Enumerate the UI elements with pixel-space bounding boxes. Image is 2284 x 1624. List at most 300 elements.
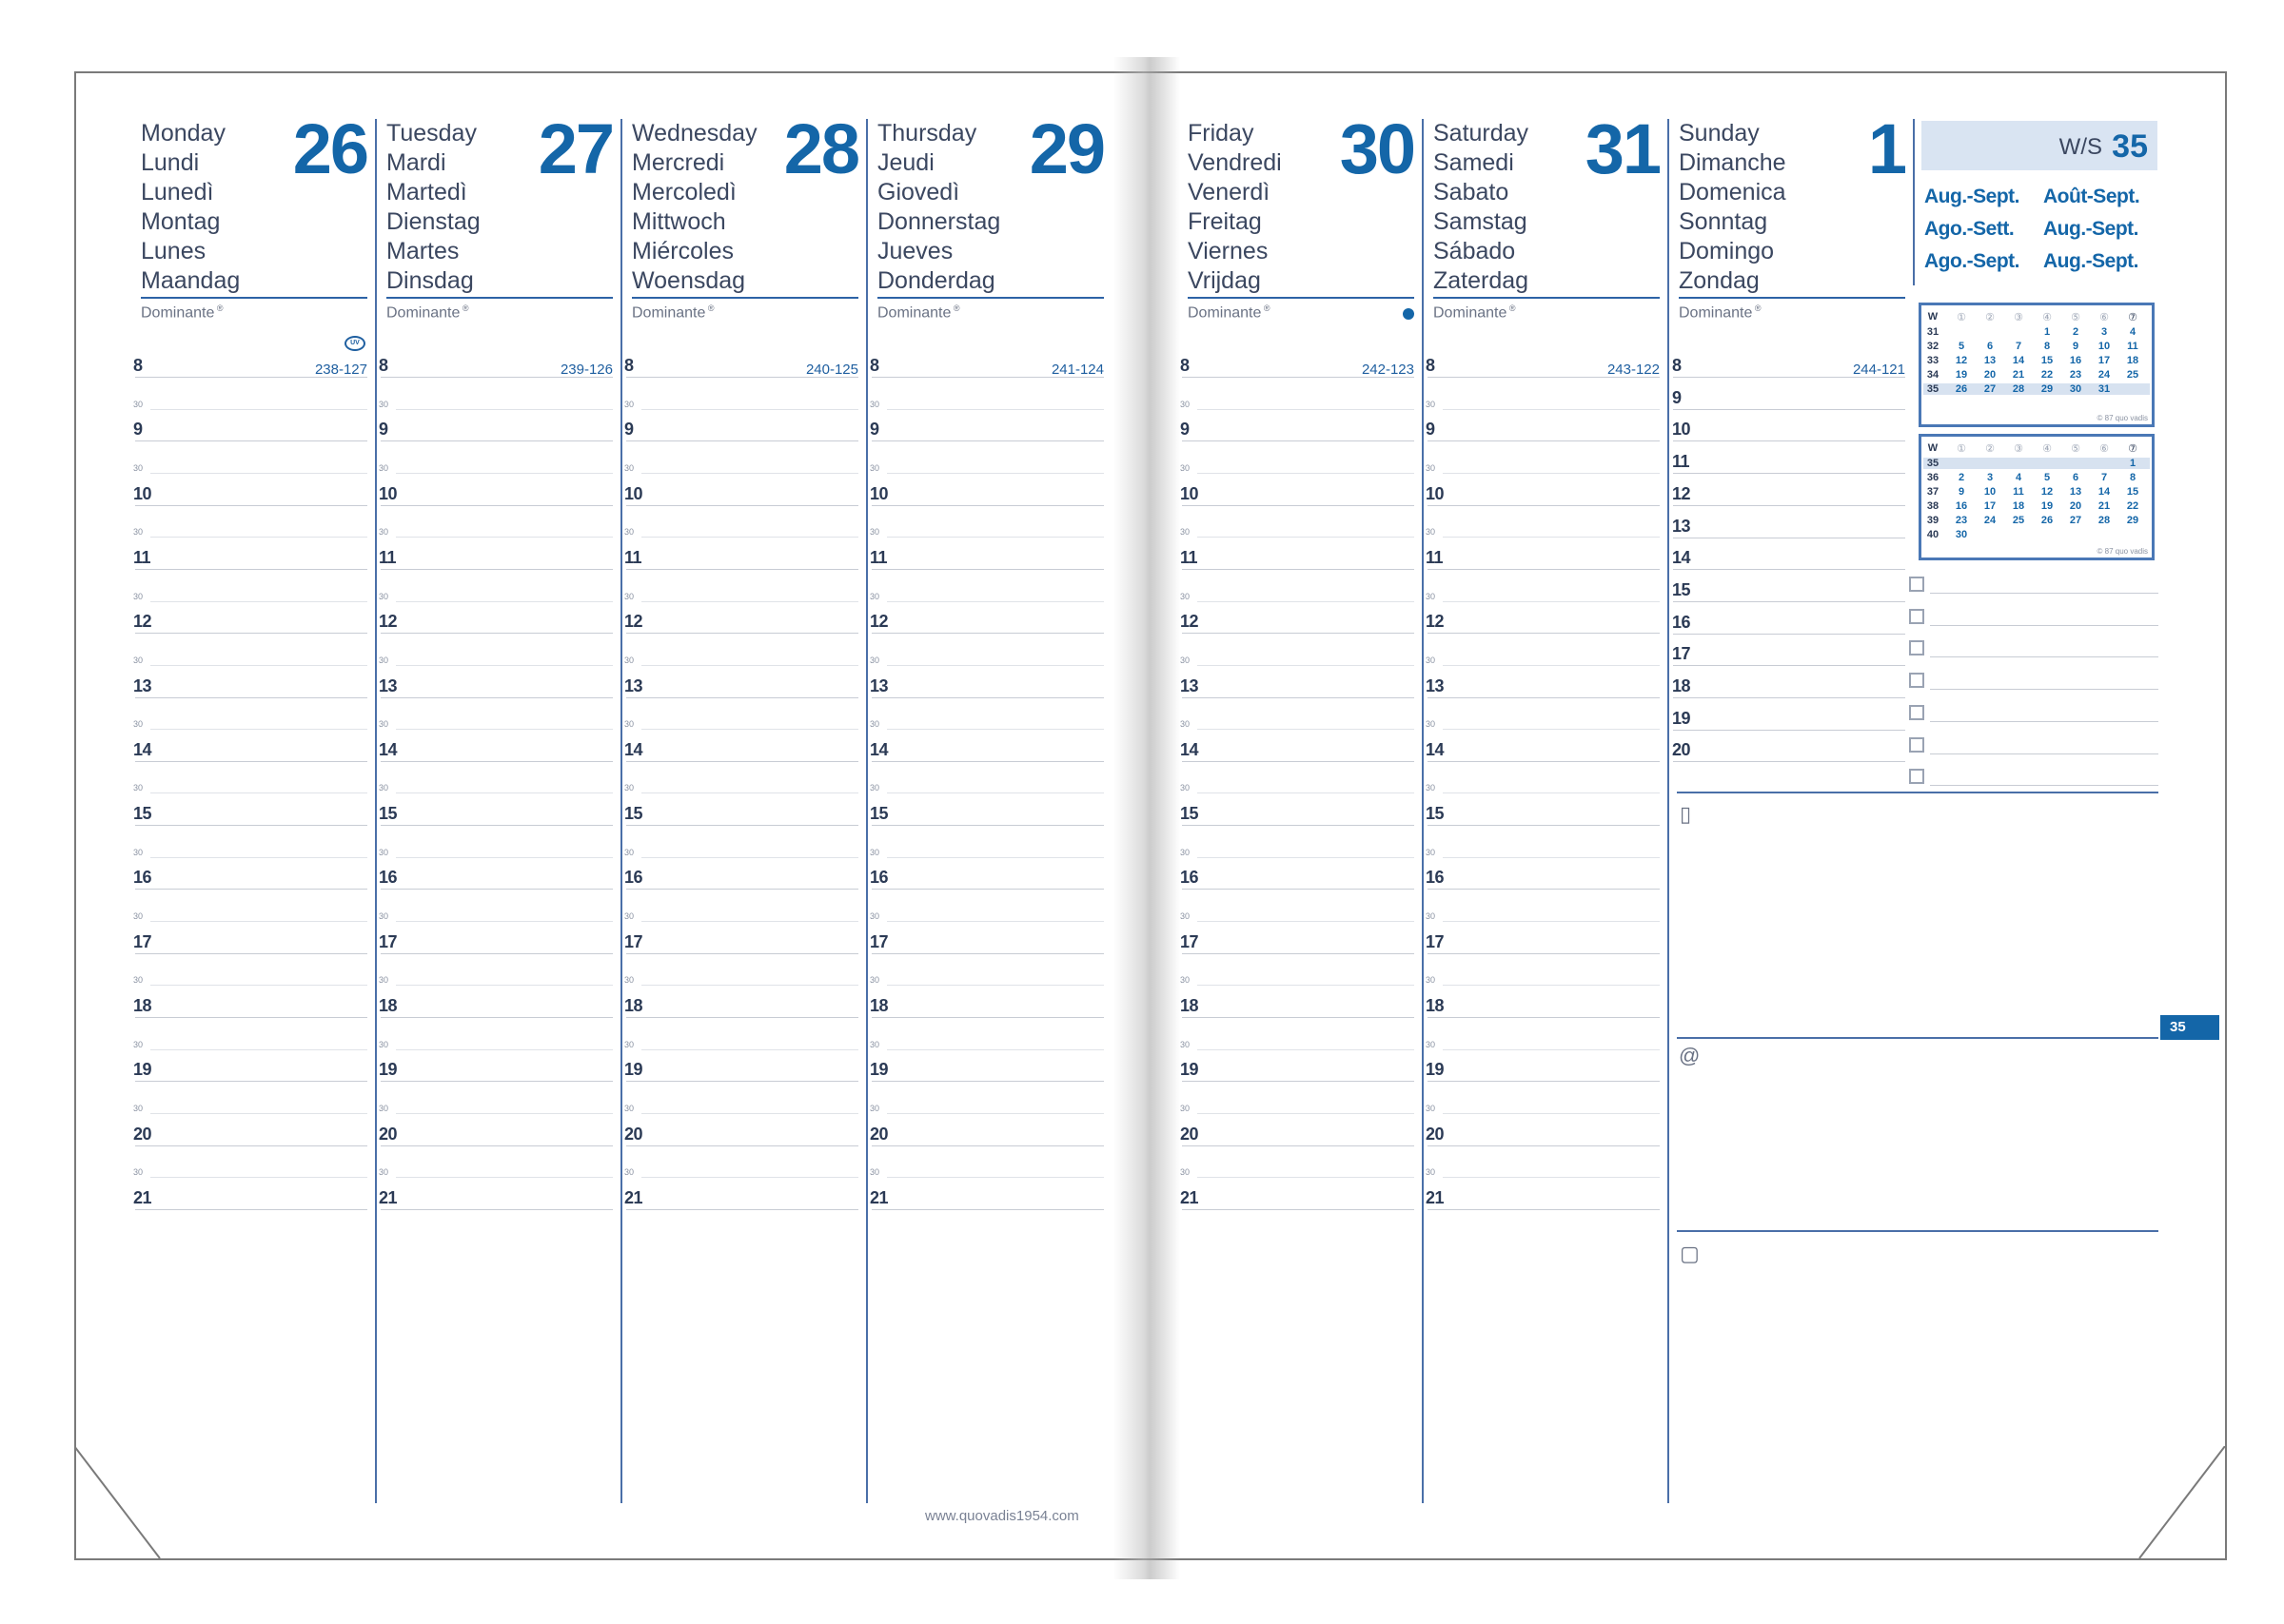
checkbox-icon[interactable] bbox=[1909, 705, 1924, 720]
hour-slot[interactable] bbox=[379, 804, 613, 826]
half-hour-label: 30 bbox=[1426, 719, 1436, 730]
hour-line bbox=[135, 377, 367, 378]
hour-slot[interactable] bbox=[1426, 931, 1660, 954]
hour-label: 17 bbox=[1180, 931, 1199, 951]
calendar-day: 28 bbox=[2097, 515, 2111, 526]
half-hour-slot[interactable] bbox=[870, 589, 1104, 602]
half-hour-slot[interactable] bbox=[624, 972, 858, 986]
half-hour-slot[interactable] bbox=[624, 524, 858, 538]
half-hour-line bbox=[1197, 729, 1414, 730]
half-hour-slot[interactable] bbox=[133, 1101, 367, 1114]
hour-slot[interactable] bbox=[624, 1187, 858, 1210]
half-hour-slot[interactable] bbox=[1426, 589, 1660, 602]
checkbox-icon[interactable] bbox=[1909, 737, 1924, 753]
hour-slot[interactable] bbox=[870, 422, 1104, 441]
hour-line bbox=[626, 889, 858, 890]
hour-slot[interactable] bbox=[1426, 356, 1660, 378]
hour-label: 16 bbox=[133, 868, 152, 888]
hour-slot[interactable] bbox=[379, 739, 613, 762]
hour-label: 19 bbox=[1180, 1060, 1199, 1080]
half-hour-slot[interactable] bbox=[870, 1101, 1104, 1114]
hour-slot[interactable] bbox=[1180, 1187, 1414, 1210]
hour-slot[interactable] bbox=[379, 1060, 613, 1082]
half-hour-line bbox=[641, 985, 858, 986]
calendar-day: 8 bbox=[2043, 341, 2051, 352]
half-hour-slot[interactable] bbox=[1180, 1164, 1414, 1178]
day-names bbox=[386, 119, 481, 296]
header-rule bbox=[1433, 297, 1660, 299]
hour-label: 17 bbox=[624, 931, 643, 951]
half-hour-slot[interactable] bbox=[379, 1101, 613, 1114]
half-hour-slot[interactable] bbox=[870, 524, 1104, 538]
calendar-day: 5 bbox=[1958, 341, 1965, 352]
half-hour-slot[interactable] bbox=[1426, 460, 1660, 474]
half-hour-slot[interactable] bbox=[1426, 972, 1660, 986]
hour-slot[interactable] bbox=[133, 996, 367, 1018]
hour-slot[interactable] bbox=[1180, 739, 1414, 762]
calendar-week-number: 38 bbox=[1926, 500, 1939, 512]
hour-slot[interactable] bbox=[1180, 996, 1414, 1018]
hour-slot[interactable] bbox=[870, 931, 1104, 954]
hour-slot[interactable] bbox=[624, 547, 858, 570]
half-hour-line bbox=[150, 537, 367, 538]
half-hour-line bbox=[641, 537, 858, 538]
hour-slot[interactable] bbox=[1180, 547, 1414, 570]
week-number: 35 bbox=[2112, 128, 2148, 165]
checkbox-icon[interactable] bbox=[1909, 577, 1924, 592]
half-hour-slot[interactable] bbox=[1426, 909, 1660, 922]
half-hour-slot[interactable] bbox=[379, 397, 613, 410]
hour-slot[interactable] bbox=[1671, 387, 1905, 410]
hour-slot[interactable] bbox=[379, 868, 613, 890]
half-hour-label: 30 bbox=[870, 655, 880, 665]
half-hour-label: 30 bbox=[379, 783, 389, 793]
half-hour-label: 30 bbox=[133, 1167, 144, 1178]
hour-slot[interactable] bbox=[624, 1124, 858, 1146]
dominante-text: Dominante bbox=[1679, 304, 1753, 322]
hour-slot[interactable] bbox=[1426, 483, 1660, 506]
hour-slot[interactable] bbox=[1180, 804, 1414, 826]
hour-slot[interactable] bbox=[1180, 612, 1414, 634]
hour-label: 11 bbox=[624, 547, 642, 567]
half-hour-slot[interactable] bbox=[379, 972, 613, 986]
half-hour-line bbox=[150, 792, 367, 793]
half-hour-line bbox=[887, 665, 1104, 666]
hour-label: 16 bbox=[870, 868, 889, 888]
half-hour-slot[interactable] bbox=[1180, 653, 1414, 666]
hour-line bbox=[135, 1145, 367, 1146]
calendar-day: 15 bbox=[2040, 355, 2054, 366]
hour-slot[interactable] bbox=[1180, 483, 1414, 506]
hour-slot[interactable] bbox=[379, 547, 613, 570]
half-hour-label: 30 bbox=[1426, 462, 1436, 473]
hour-slot[interactable] bbox=[379, 422, 613, 441]
day-number: 26 bbox=[292, 109, 367, 188]
day-of-year: 243-122 bbox=[1606, 362, 1660, 378]
hour-slot[interactable] bbox=[870, 996, 1104, 1018]
hour-slot[interactable] bbox=[1426, 1060, 1660, 1082]
half-hour-slot[interactable] bbox=[870, 397, 1104, 410]
calendar-weekday-header: ③ bbox=[2014, 443, 2023, 455]
half-hour-label: 30 bbox=[133, 847, 144, 857]
calendar-day: 15 bbox=[2126, 486, 2139, 498]
registered-mark: ® bbox=[1752, 303, 1762, 313]
moon-phase-icon bbox=[1403, 308, 1414, 320]
dominante-text: Dominante bbox=[1188, 304, 1262, 322]
hour-line bbox=[626, 1145, 858, 1146]
half-hour-slot[interactable] bbox=[133, 397, 367, 410]
half-hour-slot[interactable] bbox=[133, 972, 367, 986]
hour-slot[interactable] bbox=[624, 996, 858, 1018]
half-hour-slot[interactable] bbox=[133, 845, 367, 858]
hour-slot[interactable] bbox=[1671, 740, 1905, 762]
hour-slot[interactable] bbox=[1426, 739, 1660, 762]
half-hour-slot[interactable] bbox=[379, 845, 613, 858]
hour-slot[interactable] bbox=[870, 356, 1104, 378]
hour-slot[interactable] bbox=[1671, 483, 1905, 506]
hour-slot[interactable] bbox=[1671, 708, 1905, 731]
hour-slot[interactable] bbox=[133, 868, 367, 890]
hour-slot[interactable] bbox=[1671, 452, 1905, 474]
hour-slot[interactable] bbox=[1426, 675, 1660, 698]
hour-line bbox=[135, 440, 367, 441]
hour-line bbox=[626, 953, 858, 954]
half-hour-slot[interactable] bbox=[870, 1037, 1104, 1050]
hour-slot[interactable] bbox=[1426, 422, 1660, 441]
hour-line bbox=[1428, 505, 1660, 506]
mini-calendar-august bbox=[1919, 303, 2155, 427]
checkbox-icon[interactable] bbox=[1909, 769, 1924, 784]
half-hour-slot[interactable] bbox=[1180, 460, 1414, 474]
task-item[interactable] bbox=[1909, 735, 2158, 754]
half-hour-slot[interactable] bbox=[1180, 1037, 1414, 1050]
half-hour-slot[interactable] bbox=[1180, 524, 1414, 538]
calendar-day: 10 bbox=[1983, 486, 1997, 498]
half-hour-label: 30 bbox=[379, 399, 389, 409]
hour-line bbox=[381, 633, 613, 634]
half-hour-slot[interactable] bbox=[624, 460, 858, 474]
checkbox-icon[interactable] bbox=[1909, 673, 1924, 688]
calendar-day: 7 bbox=[2100, 472, 2108, 483]
half-hour-label: 30 bbox=[1180, 591, 1191, 601]
hour-slot[interactable] bbox=[870, 612, 1104, 634]
hour-slot[interactable] bbox=[624, 483, 858, 506]
hour-label: 14 bbox=[1180, 739, 1199, 759]
half-hour-slot[interactable] bbox=[1426, 716, 1660, 730]
half-hour-slot[interactable] bbox=[379, 653, 613, 666]
half-hour-label: 30 bbox=[379, 1039, 389, 1049]
half-hour-slot[interactable] bbox=[1180, 716, 1414, 730]
hour-label: 20 bbox=[133, 1124, 152, 1144]
week-label: W/S bbox=[2058, 134, 2102, 160]
hour-line bbox=[1428, 1081, 1660, 1082]
half-hour-slot[interactable] bbox=[133, 589, 367, 602]
half-hour-slot[interactable] bbox=[379, 524, 613, 538]
hour-slot[interactable] bbox=[624, 868, 858, 890]
week-tab[interactable]: 35 bbox=[2160, 1015, 2219, 1040]
half-hour-slot[interactable] bbox=[379, 460, 613, 474]
half-hour-slot[interactable] bbox=[624, 716, 858, 730]
day-name: Sábado bbox=[1433, 238, 1516, 264]
half-hour-slot[interactable] bbox=[379, 589, 613, 602]
hour-slot[interactable] bbox=[133, 547, 367, 570]
hour-slot[interactable] bbox=[624, 804, 858, 826]
hour-slot[interactable] bbox=[1180, 1124, 1414, 1146]
hour-slot[interactable] bbox=[1180, 1060, 1414, 1082]
checkbox-icon[interactable] bbox=[1909, 609, 1924, 624]
column-separator bbox=[1667, 119, 1669, 1503]
hour-slot[interactable] bbox=[870, 1060, 1104, 1082]
hour-slot[interactable] bbox=[624, 675, 858, 698]
hour-label: 18 bbox=[1180, 996, 1199, 1015]
hour-line bbox=[1182, 889, 1414, 890]
hour-label: 15 bbox=[624, 804, 643, 824]
half-hour-slot[interactable] bbox=[133, 1164, 367, 1178]
day-name: Viernes bbox=[1188, 238, 1269, 264]
month-label: Août-Sept. bbox=[2043, 186, 2140, 207]
half-hour-slot[interactable] bbox=[1426, 1037, 1660, 1050]
calendar-weekday-header: ⑦ bbox=[2128, 312, 2137, 323]
half-hour-slot[interactable] bbox=[624, 845, 858, 858]
hour-slot[interactable] bbox=[379, 483, 613, 506]
task-item[interactable] bbox=[1909, 767, 2158, 786]
half-hour-slot[interactable] bbox=[133, 780, 367, 793]
half-hour-line bbox=[1197, 792, 1414, 793]
half-hour-slot[interactable] bbox=[624, 1164, 858, 1178]
hour-slot[interactable] bbox=[133, 931, 367, 954]
half-hour-line bbox=[1443, 665, 1660, 666]
calendar-day: 18 bbox=[2126, 355, 2139, 366]
half-hour-slot[interactable] bbox=[379, 909, 613, 922]
half-hour-slot[interactable] bbox=[624, 1037, 858, 1050]
hour-slot[interactable] bbox=[379, 931, 613, 954]
half-hour-slot[interactable] bbox=[133, 460, 367, 474]
hour-slot[interactable] bbox=[1426, 1187, 1660, 1210]
hour-slot[interactable] bbox=[1671, 422, 1905, 441]
hour-slot[interactable] bbox=[1426, 1124, 1660, 1146]
half-hour-slot[interactable] bbox=[624, 909, 858, 922]
hour-slot[interactable] bbox=[1180, 675, 1414, 698]
hour-line bbox=[1673, 473, 1905, 474]
half-hour-slot[interactable] bbox=[1180, 780, 1414, 793]
half-hour-slot[interactable] bbox=[870, 780, 1104, 793]
task-item[interactable] bbox=[1909, 575, 2158, 594]
half-hour-slot[interactable] bbox=[1180, 909, 1414, 922]
hour-slot[interactable] bbox=[379, 996, 613, 1018]
half-hour-slot[interactable] bbox=[624, 397, 858, 410]
task-item[interactable] bbox=[1909, 638, 2158, 657]
hour-label: 12 bbox=[379, 612, 398, 632]
hour-slot[interactable] bbox=[870, 1187, 1104, 1210]
calendar-weekday-header: ⑤ bbox=[2071, 443, 2080, 455]
day-name: Sonntag bbox=[1679, 208, 1768, 235]
half-hour-line bbox=[887, 409, 1104, 410]
half-hour-slot[interactable] bbox=[1180, 397, 1414, 410]
half-hour-slot[interactable] bbox=[379, 780, 613, 793]
half-hour-slot[interactable] bbox=[1426, 1101, 1660, 1114]
half-hour-label: 30 bbox=[1180, 719, 1191, 730]
hour-line bbox=[1182, 633, 1414, 634]
hour-slot[interactable] bbox=[1426, 547, 1660, 570]
hour-slot[interactable] bbox=[624, 931, 858, 954]
calendar-weekday-header: ⑤ bbox=[2071, 312, 2080, 323]
hour-slot[interactable] bbox=[624, 1060, 858, 1082]
hour-slot[interactable] bbox=[133, 804, 367, 826]
half-hour-slot[interactable] bbox=[379, 1164, 613, 1178]
half-hour-label: 30 bbox=[133, 527, 144, 538]
half-hour-slot[interactable] bbox=[870, 716, 1104, 730]
half-hour-slot[interactable] bbox=[133, 524, 367, 538]
hour-slot[interactable] bbox=[379, 356, 613, 378]
hour-slot[interactable] bbox=[133, 1060, 367, 1082]
calendar-week-number: 35 bbox=[1926, 458, 1939, 469]
hour-slot[interactable] bbox=[1671, 644, 1905, 666]
checkbox-icon[interactable] bbox=[1909, 640, 1924, 655]
hour-slot[interactable] bbox=[1671, 356, 1905, 378]
hour-slot[interactable] bbox=[1426, 612, 1660, 634]
hour-slot[interactable] bbox=[624, 356, 858, 378]
half-hour-slot[interactable] bbox=[624, 653, 858, 666]
hour-slot[interactable] bbox=[133, 1124, 367, 1146]
hour-slot[interactable] bbox=[133, 356, 367, 378]
hour-line bbox=[1673, 409, 1905, 410]
task-item[interactable] bbox=[1909, 703, 2158, 722]
hour-slot[interactable] bbox=[1180, 931, 1414, 954]
hour-line bbox=[626, 825, 858, 826]
hour-slot[interactable] bbox=[1180, 868, 1414, 890]
half-hour-slot[interactable] bbox=[379, 1037, 613, 1050]
hour-line bbox=[135, 697, 367, 698]
half-hour-slot[interactable] bbox=[1426, 780, 1660, 793]
calendar-day: 10 bbox=[2097, 341, 2111, 352]
half-hour-slot[interactable] bbox=[624, 589, 858, 602]
hour-line bbox=[1673, 730, 1905, 731]
hour-slot[interactable] bbox=[1671, 676, 1905, 698]
half-hour-slot[interactable] bbox=[870, 653, 1104, 666]
calendar-week-number: 33 bbox=[1926, 355, 1939, 366]
hour-slot[interactable] bbox=[1180, 356, 1414, 378]
half-hour-line bbox=[150, 1177, 367, 1178]
task-line bbox=[1930, 721, 2158, 722]
hour-slot[interactable] bbox=[379, 612, 613, 634]
half-hour-slot[interactable] bbox=[870, 460, 1104, 474]
hour-line bbox=[626, 697, 858, 698]
hour-slot[interactable] bbox=[1426, 868, 1660, 890]
calendar-day: 17 bbox=[2097, 355, 2111, 366]
half-hour-slot[interactable] bbox=[1426, 653, 1660, 666]
hour-slot[interactable] bbox=[1426, 804, 1660, 826]
hour-label: 19 bbox=[870, 1060, 889, 1080]
hour-label: 17 bbox=[1672, 644, 1691, 664]
day-name: Vrijdag bbox=[1188, 267, 1261, 294]
hour-label: 20 bbox=[1426, 1124, 1445, 1144]
day-name: Donderdag bbox=[877, 267, 995, 294]
hour-slot[interactable] bbox=[133, 1187, 367, 1210]
half-hour-slot[interactable] bbox=[379, 716, 613, 730]
hour-slot[interactable] bbox=[379, 675, 613, 698]
task-item[interactable] bbox=[1909, 607, 2158, 626]
hour-slot[interactable] bbox=[1180, 422, 1414, 441]
hour-label: 14 bbox=[870, 739, 889, 759]
hour-slot[interactable] bbox=[379, 1187, 613, 1210]
day-number: 27 bbox=[538, 109, 613, 188]
hour-label: 16 bbox=[1672, 612, 1691, 632]
half-hour-slot[interactable] bbox=[1426, 524, 1660, 538]
hour-label: 11 bbox=[379, 547, 397, 567]
day-name: Domingo bbox=[1679, 238, 1775, 264]
half-hour-label: 30 bbox=[1426, 655, 1436, 665]
hour-line bbox=[135, 1209, 367, 1210]
hour-slot[interactable] bbox=[133, 675, 367, 698]
half-hour-slot[interactable] bbox=[133, 1037, 367, 1050]
hour-slot[interactable] bbox=[379, 1124, 613, 1146]
hour-slot[interactable] bbox=[1671, 612, 1905, 635]
half-hour-slot[interactable] bbox=[870, 1164, 1104, 1178]
hour-slot[interactable] bbox=[133, 612, 367, 634]
calendar-day: 28 bbox=[2012, 383, 2025, 395]
half-hour-slot[interactable] bbox=[870, 845, 1104, 858]
half-hour-slot[interactable] bbox=[1180, 845, 1414, 858]
half-hour-label: 30 bbox=[870, 399, 880, 409]
hour-line bbox=[872, 825, 1104, 826]
hour-slot[interactable] bbox=[870, 675, 1104, 698]
hour-slot[interactable] bbox=[624, 739, 858, 762]
hour-slot[interactable] bbox=[624, 612, 858, 634]
day-name: Vendredi bbox=[1188, 149, 1282, 176]
half-hour-label: 30 bbox=[624, 591, 635, 601]
half-hour-label: 30 bbox=[1180, 1039, 1191, 1049]
hour-slot[interactable] bbox=[1671, 516, 1905, 538]
half-hour-slot[interactable] bbox=[1426, 845, 1660, 858]
half-hour-slot[interactable] bbox=[1426, 1164, 1660, 1178]
half-hour-label: 30 bbox=[624, 975, 635, 986]
hour-slot[interactable] bbox=[133, 422, 367, 441]
hour-slot[interactable] bbox=[870, 1124, 1104, 1146]
calendar-weekday-header: W bbox=[1927, 442, 1939, 454]
half-hour-slot[interactable] bbox=[870, 972, 1104, 986]
hour-label: 9 bbox=[379, 420, 388, 440]
hour-slot[interactable] bbox=[870, 868, 1104, 890]
hour-slot[interactable] bbox=[1671, 579, 1905, 602]
day-of-year: 242-123 bbox=[1361, 362, 1414, 378]
half-hour-slot[interactable] bbox=[1180, 1101, 1414, 1114]
half-hour-slot[interactable] bbox=[624, 780, 858, 793]
hour-slot[interactable] bbox=[624, 422, 858, 441]
hour-slot[interactable] bbox=[133, 483, 367, 506]
hour-slot[interactable] bbox=[870, 804, 1104, 826]
half-hour-slot[interactable] bbox=[133, 716, 367, 730]
hour-slot[interactable] bbox=[870, 739, 1104, 762]
half-hour-slot[interactable] bbox=[1180, 972, 1414, 986]
half-hour-line bbox=[1443, 1113, 1660, 1114]
hour-slot[interactable] bbox=[133, 739, 367, 762]
half-hour-slot[interactable] bbox=[133, 653, 367, 666]
hour-slot[interactable] bbox=[870, 547, 1104, 570]
half-hour-slot[interactable] bbox=[1426, 397, 1660, 410]
half-hour-slot[interactable] bbox=[133, 909, 367, 922]
half-hour-slot[interactable] bbox=[870, 909, 1104, 922]
hour-label: 13 bbox=[1426, 675, 1445, 695]
hour-slot[interactable] bbox=[870, 483, 1104, 506]
hour-slot[interactable] bbox=[1426, 996, 1660, 1018]
half-hour-slot[interactable] bbox=[1180, 589, 1414, 602]
task-item[interactable] bbox=[1909, 671, 2158, 690]
hour-line bbox=[381, 505, 613, 506]
hour-slot[interactable] bbox=[1671, 548, 1905, 570]
calendar-day: 14 bbox=[2097, 486, 2111, 498]
binding-spine bbox=[1113, 57, 1180, 1579]
half-hour-slot[interactable] bbox=[624, 1101, 858, 1114]
